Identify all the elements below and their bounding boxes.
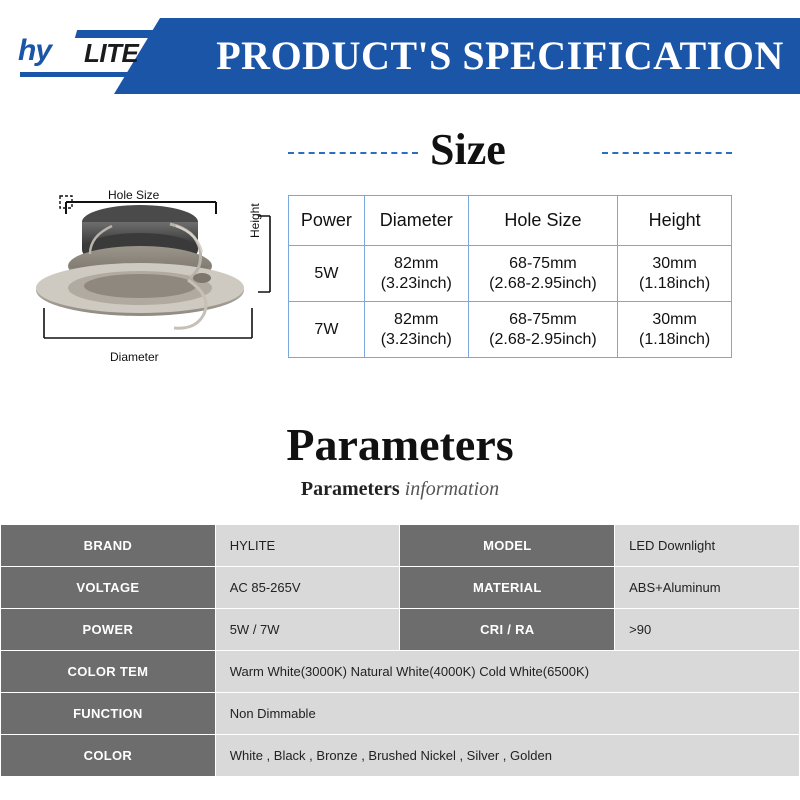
size-table-header-row (289, 196, 732, 246)
label-diameter: Diameter (110, 350, 159, 364)
logo-bar-shape (75, 30, 169, 38)
cell-power: 5W (289, 246, 365, 302)
size-table-row (289, 302, 732, 358)
cell-hole (468, 246, 618, 302)
cell-height-mm: 30mm (652, 310, 697, 328)
param-value-model: LED Downlight (615, 525, 800, 567)
label-height: Height (248, 203, 262, 238)
cell-hole (468, 302, 618, 358)
param-value-color-tem: Warm White(3000K) Natural White(4000K) Cold White(6500K) (215, 651, 799, 693)
table-row (1, 609, 800, 651)
label-hole-size: Hole Size (108, 188, 160, 202)
param-key-color: COLOR (1, 735, 216, 777)
logo-underline-shape (20, 72, 168, 77)
parameters-table (0, 524, 800, 777)
logo-text-secondary: LITE (84, 38, 139, 68)
table-row (1, 693, 800, 735)
cell-hole-mm: 68-75mm (509, 254, 577, 272)
parameters-heading: Parameters (286, 419, 514, 470)
param-value-color: White , Black , Bronze , Brushed Nickel , Silver , Golden (215, 735, 799, 777)
param-value-power: 5W / 7W (215, 609, 400, 651)
param-value-function: Non Dimmable (215, 693, 799, 735)
brand-logo (18, 24, 168, 86)
size-table (288, 195, 732, 358)
cell-height-inch: (1.18inch) (639, 330, 711, 348)
logo-text-primary: hy (18, 34, 52, 67)
cell-diameter-mm: 82mm (394, 310, 439, 328)
cell-diameter-inch: (3.23inch) (380, 330, 452, 348)
param-key-color-tem: COLOR TEM (1, 651, 216, 693)
page-header (0, 18, 800, 94)
param-value-voltage: AC 85-265V (215, 567, 400, 609)
cell-diameter-inch: (3.23inch) (380, 274, 452, 292)
param-key-voltage: VOLTAGE (1, 567, 216, 609)
parameters-subheading-bold: Parameters (300, 478, 400, 500)
parameters-subheading-italic: information (404, 478, 500, 500)
size-heading-rule-right (602, 152, 732, 154)
param-key-power: POWER (1, 609, 216, 651)
table-row (1, 651, 800, 693)
cell-height (618, 302, 732, 358)
param-key-model: MODEL (400, 525, 615, 567)
param-key-function: FUNCTION (1, 693, 216, 735)
downlight-diagram-svg (20, 180, 280, 370)
cell-diameter-mm: 82mm (394, 254, 439, 272)
cell-hole-inch: (2.68-2.95inch) (489, 274, 597, 292)
product-illustration (20, 180, 280, 370)
page-title: PRODUCT'S SPECIFICATION (216, 33, 784, 78)
size-col-diameter: Diameter (364, 196, 468, 246)
size-col-power: Power (289, 196, 365, 246)
size-col-height: Height (618, 196, 732, 246)
table-row (1, 735, 800, 777)
cell-diameter (364, 246, 468, 302)
size-heading-rule-left (288, 152, 418, 154)
param-key-cri: CRI / RA (400, 609, 615, 651)
size-heading: Size (430, 125, 506, 174)
cell-height-inch: (1.18inch) (639, 274, 711, 292)
cell-power: 7W (289, 302, 365, 358)
table-row (1, 567, 800, 609)
parameters-subheading (0, 478, 800, 501)
param-value-brand: HYLITE (215, 525, 400, 567)
cell-hole-mm: 68-75mm (509, 310, 577, 328)
param-value-material: ABS+Aluminum (615, 567, 800, 609)
cell-diameter (364, 302, 468, 358)
cell-height (618, 246, 732, 302)
param-key-brand: BRAND (1, 525, 216, 567)
size-table-row (289, 246, 732, 302)
size-col-hole: Hole Size (468, 196, 618, 246)
cell-height-mm: 30mm (652, 254, 697, 272)
cell-hole-inch: (2.68-2.95inch) (489, 330, 597, 348)
param-value-cri: >90 (615, 609, 800, 651)
table-row (1, 525, 800, 567)
param-key-material: MATERIAL (400, 567, 615, 609)
